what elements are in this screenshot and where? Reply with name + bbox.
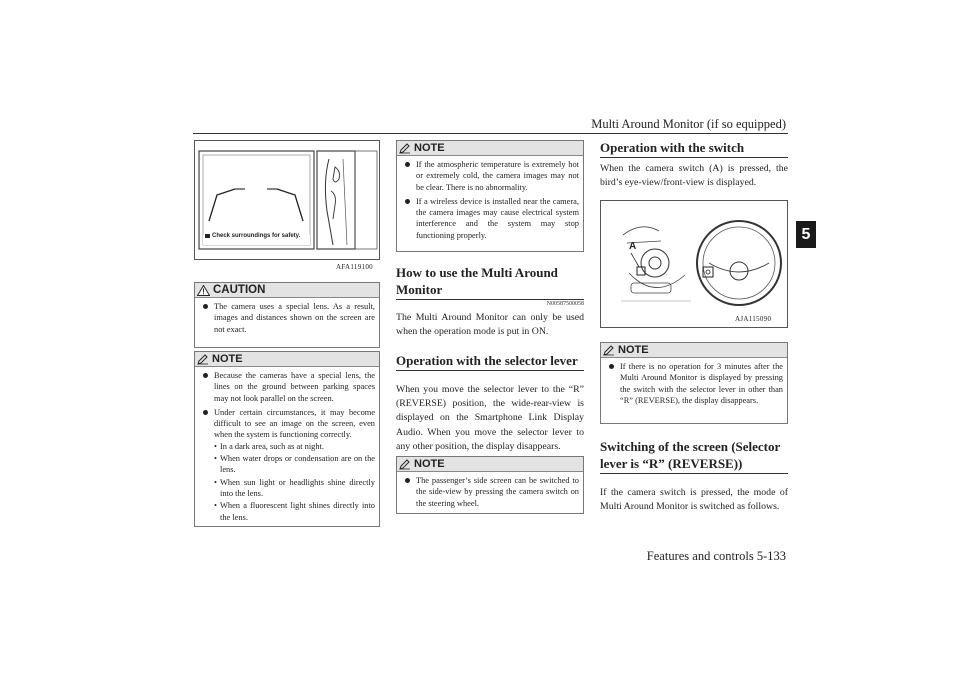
note-item: The passenger’s side screen can be switched to the side-view by pressing the camera switch on the steering wheel.: [403, 475, 579, 509]
note-pencil-icon: [603, 345, 615, 356]
warning-triangle-icon: [197, 285, 210, 296]
note-item: If a wireless device is installed near the camera, the camera images may cause electrical system interference and the system may stop functioning properly.: [403, 196, 579, 241]
note-pencil-icon: [399, 459, 411, 470]
caution-title: CAUTION: [213, 284, 266, 296]
camera-screen-figure: [194, 140, 380, 260]
switching-screen-body: If the camera switch is pressed, the mode of Multi Around Monitor is switched as follows.: [600, 487, 788, 513]
running-header-title: Multi Around Monitor (if so equipped): [591, 117, 786, 131]
note-title: NOTE: [414, 458, 445, 470]
switch-body: When the camera switch (A) is pressed, the bird’s eye-view/front-view is displayed.: [600, 163, 788, 189]
note-subitem: • When water drops or condensation are on the lens.: [214, 454, 375, 475]
selector-lever-body: When you move the selector lever to the “R” (REVERSE) position, the wide-rear-view is displayed on the Smartphone Link Display Audio. When you move the selector lever to any other position, the display disappears.: [396, 384, 584, 452]
caution-header: [195, 283, 379, 298]
note-subitem: • In a dark area, such as at night.: [214, 441, 324, 451]
note-header: [397, 457, 583, 472]
chapter-tab: 5: [796, 221, 816, 248]
section-rule: [396, 370, 584, 371]
note-box-left: [194, 351, 380, 527]
caution-box: [194, 282, 380, 348]
steering-wheel-figure: [600, 200, 788, 328]
note-item: Because the cameras have a special lens, the lines on the ground between parking spaces may not look parallel on the screen.: [201, 370, 375, 404]
note-item: If there is no operation for 3 minutes after the Multi Around Monitor is displayed by pressing the switch with the selector lever in other than “R” (REVERSE), the display disappears.: [607, 361, 783, 406]
figure-caption-right: AJA115090: [735, 315, 772, 323]
section-rule: [396, 299, 584, 300]
section-heading-selector-lever: Operation with the selector lever: [396, 353, 578, 368]
note-pencil-icon: [197, 354, 209, 365]
section-heading-switch: Operation with the switch: [600, 140, 745, 155]
document-id: N00587500058: [546, 301, 584, 307]
note-header: [195, 352, 379, 367]
callout-label-a: A: [629, 241, 637, 252]
note-pencil-icon: [399, 143, 411, 154]
note-box-right: [600, 342, 788, 424]
note-title: NOTE: [212, 353, 243, 365]
how-to-use-body: The Multi Around Monitor can only be used when the operation mode is put in ON.: [396, 312, 584, 338]
note-box-middle-1: [396, 140, 584, 252]
note-title: NOTE: [618, 344, 649, 356]
note-item: If the atmospheric temperature is extremely hot or extremely cold, the camera images may not be clear. There is no abnormality.: [403, 159, 579, 193]
header-rule: [193, 133, 788, 134]
screen-warning-message: [205, 233, 315, 239]
camera-icon: [205, 234, 210, 238]
note-title: NOTE: [414, 142, 445, 154]
note-item: Under certain circumstances, it may become difficult to see an image on the screen, even when the system is functioning correctly. • In a dark area, such as at night. • When water drops or condensation are on the lens. • When sun light or headlights shine directly into the lens. • When a fluorescent light shines directly into the lens.: [201, 407, 375, 523]
section-rule: [600, 473, 788, 474]
section-heading-how-to-use: How to use the Multi Around Monitor: [396, 265, 558, 297]
screen-warning-text: Check surroundings for safety.: [212, 233, 301, 239]
note-header: [601, 343, 787, 358]
page-number: Features and controls 5-133: [646, 549, 786, 563]
section-rule: [600, 157, 788, 158]
section-heading-switching-screen: Switching of the screen (Selector lever is “R” (REVERSE)): [600, 439, 781, 471]
note-subitem: • When a fluorescent light shines directly into the lens.: [214, 501, 375, 522]
camera-screen-illustration: [195, 141, 379, 259]
caution-item: The camera uses a special lens. As a result, images and distances shown on the screen are not exact.: [201, 301, 375, 335]
note-box-middle-2: [396, 456, 584, 514]
figure-caption-left: AFA119100: [336, 263, 373, 271]
note-header: [397, 141, 583, 156]
note-subitem: • When sun light or headlights shine directly into the lens.: [214, 477, 375, 498]
steering-wheel-illustration: [601, 201, 787, 327]
